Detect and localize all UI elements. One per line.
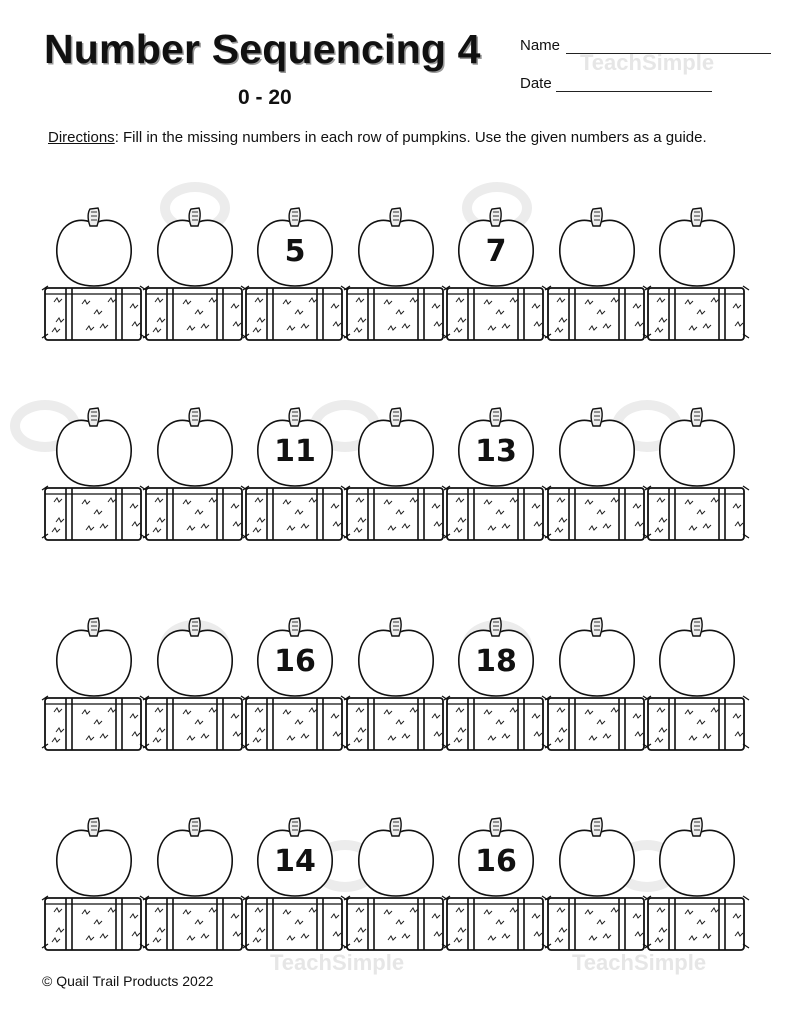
pumpkin-number: 16 [475,844,517,879]
pumpkin-given-number [444,618,544,758]
pumpkin-given-number [444,408,544,548]
pumpkin-given-number [243,618,343,758]
pumpkin-number: 14 [274,844,316,879]
pumpkin-blank[interactable] [42,408,142,548]
pumpkin-blank[interactable] [645,208,745,348]
pumpkin-icon [657,208,737,292]
pumpkin-icon [557,208,637,292]
pumpkin-blank[interactable] [545,408,645,548]
pumpkin-given-number [444,208,544,348]
pumpkin-icon [155,208,235,292]
pumpkin-icon [356,408,436,492]
pumpkin-icon [155,818,235,902]
pumpkin-icon [657,818,737,902]
pumpkin-blank[interactable] [42,208,142,348]
name-field[interactable] [566,37,771,54]
pumpkin-blank[interactable] [344,618,444,758]
pumpkin-icon [657,408,737,492]
pumpkin-row [42,208,754,348]
pumpkin-icon [557,818,637,902]
date-label: Date [520,75,552,92]
pumpkin-blank[interactable] [344,408,444,548]
pumpkin-number: 7 [485,234,507,269]
pumpkin-icon [54,618,134,702]
pumpkin-number: 13 [475,434,517,469]
pumpkin-row [42,818,754,958]
pumpkin-given-number [243,408,343,548]
pumpkin-blank[interactable] [143,208,243,348]
pumpkin-icon [155,408,235,492]
pumpkin-icon [557,618,637,702]
pumpkin-blank[interactable] [645,818,745,958]
pumpkin-icon [657,618,737,702]
pumpkin-blank[interactable] [645,408,745,548]
pumpkin-number: 11 [274,434,316,469]
pumpkin-blank[interactable] [143,618,243,758]
pumpkin-blank[interactable] [545,818,645,958]
date-field[interactable] [556,75,712,92]
pumpkin-given-number [243,208,343,348]
pumpkin-number: 5 [284,234,306,269]
copyright-footer: © Quail Trail Products 2022 [42,973,214,989]
pumpkin-number: 18 [475,644,517,679]
pumpkin-given-number [444,818,544,958]
pumpkin-blank[interactable] [344,818,444,958]
worksheet-title: Number Sequencing 4 [44,26,481,72]
directions-text: : Fill in the missing numbers in each row of pumpkins. Use the given numbers as a guide. [114,129,707,146]
pumpkin-icon [54,818,134,902]
pumpkin-icon [54,208,134,292]
pumpkin-blank[interactable] [42,618,142,758]
pumpkin-blank[interactable] [143,818,243,958]
pumpkin-icon [155,618,235,702]
pumpkin-given-number [243,818,343,958]
pumpkin-blank[interactable] [545,618,645,758]
pumpkin-icon [54,408,134,492]
pumpkin-icon [356,208,436,292]
directions [48,129,707,146]
pumpkin-blank[interactable] [143,408,243,548]
pumpkin-row [42,618,754,758]
pumpkin-row [42,408,754,548]
pumpkin-blank[interactable] [42,818,142,958]
pumpkin-icon [356,818,436,902]
pumpkin-blank[interactable] [344,208,444,348]
directions-label: Directions [48,129,115,146]
pumpkin-blank[interactable] [545,208,645,348]
number-range: 0 - 20 [238,86,292,109]
pumpkin-icon [557,408,637,492]
pumpkin-number: 16 [274,644,316,679]
pumpkin-blank[interactable] [645,618,745,758]
name-label: Name [520,37,561,54]
pumpkin-icon [356,618,436,702]
